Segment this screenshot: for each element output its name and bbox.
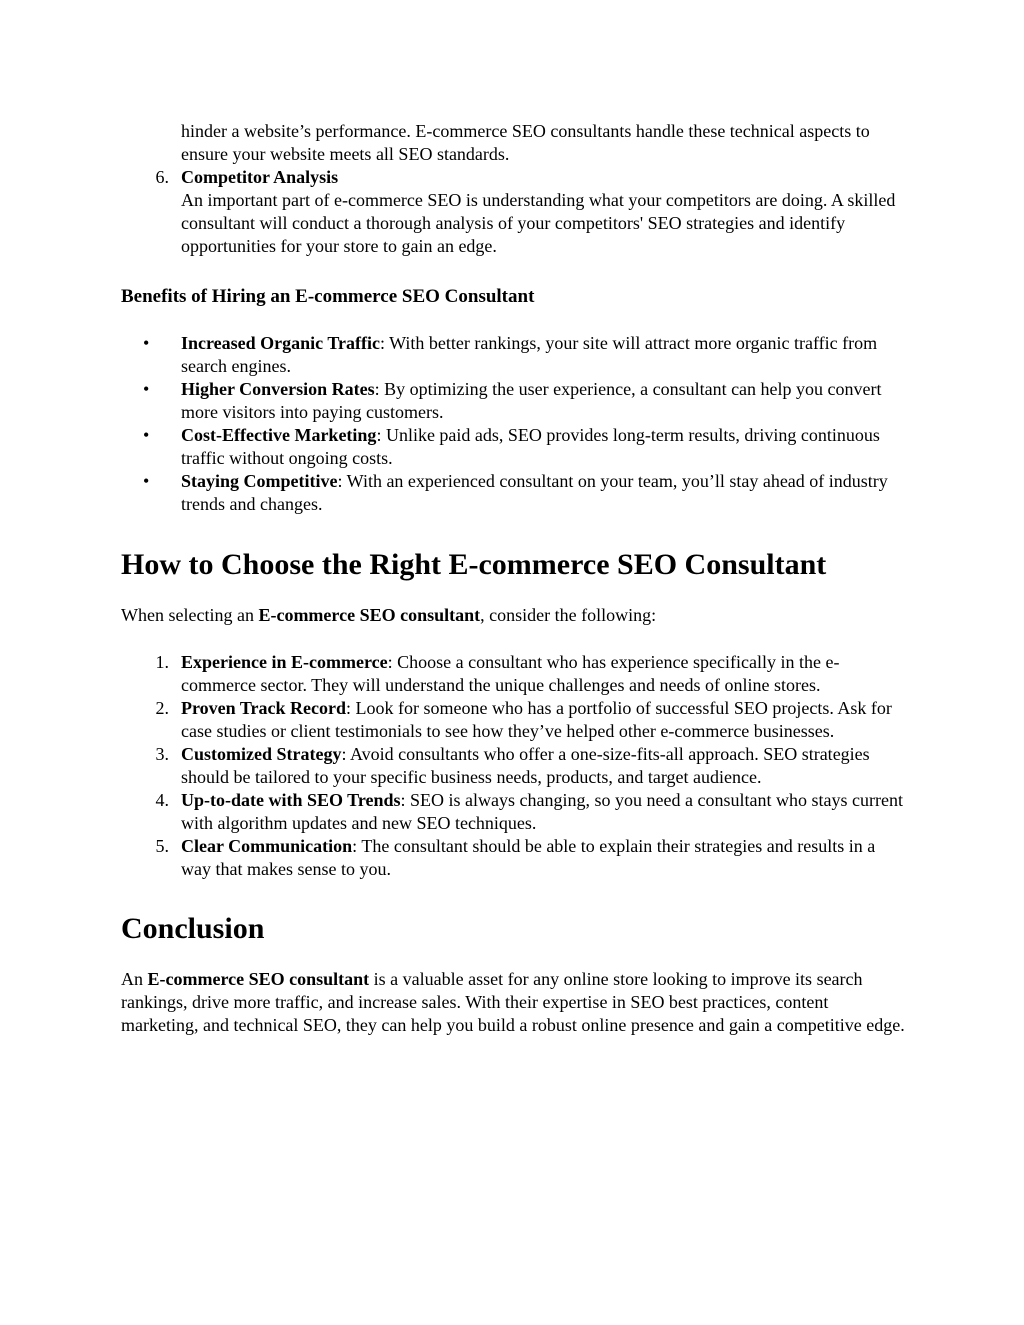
benefits-list — [121, 332, 906, 516]
list-item-text: : The consultant should be able to explain their strategies and results in a way that makes sense to you. — [181, 836, 876, 879]
list-item-title: Up-to-date with SEO Trends — [181, 790, 401, 810]
list-item — [121, 835, 906, 881]
list-number: 4. — [155, 790, 169, 810]
choose-heading: How to Choose the Right E-commerce SEO Consultant — [121, 548, 827, 581]
list-item — [121, 470, 906, 516]
list-item-title: Increased Organic Traffic — [181, 333, 380, 353]
conclusion-bold: E-commerce SEO consultant — [147, 969, 370, 989]
list-item — [121, 332, 906, 378]
list-item-text: : With better rankings, your site will attract more organic traffic from search engines. — [181, 333, 878, 376]
list-item-text: : By optimizing the user experience, a consultant can help you convert more visitors into paying customers. — [181, 379, 882, 422]
conclusion-pre: An — [121, 969, 148, 989]
list-number: 1. — [155, 652, 169, 672]
list-item-title: Higher Conversion Rates — [181, 379, 375, 399]
list-item-title: Clear Communication — [181, 836, 353, 856]
conclusion-post: is a valuable asset for any online store looking to improve its search rankings, drive more traffic, and increase sales. With their expertise in SEO best practices, content marketing, and technical SEO, they can help you build a robust online presence and gain a competitive edge. — [121, 969, 905, 1035]
choose-intro-bold: E-commerce SEO consultant — [258, 605, 481, 625]
list-item-text: : Choose a consultant who has experience specifically in the e-commerce sector. They will understand the unique challenges and needs of online stores. — [181, 652, 840, 695]
list-item-text: : Look for someone who has a portfolio of successful SEO projects. Ask for case studies or client testimonials to see how they’ve helped other e-commerce businesses. — [181, 698, 892, 741]
list-item-title: Proven Track Record — [181, 698, 346, 718]
list-item — [121, 789, 906, 835]
list-number: 6. — [155, 167, 169, 187]
technical-list-continuation — [121, 120, 906, 258]
bullet: • — [143, 471, 150, 491]
list-item — [121, 743, 906, 789]
list-item — [121, 697, 906, 743]
list-item-text: : SEO is always changing, so you need a consultant who stays current with algorithm updates and new SEO techniques. — [181, 790, 903, 833]
list-item-title: Competitor Analysis — [181, 167, 339, 187]
continuation-text: hinder a website’s performance. E-commerce SEO consultants handle these technical aspects to ensure your website meets all SEO standards. — [181, 121, 870, 164]
list-item — [121, 424, 906, 470]
list-item — [121, 378, 906, 424]
choose-intro-pre: When selecting an — [121, 605, 259, 625]
choose-list — [121, 651, 906, 881]
conclusion-heading: Conclusion — [121, 912, 265, 945]
list-item-title: Customized Strategy — [181, 744, 342, 764]
list-item-body: An important part of e-commerce SEO is understanding what your competitors are doing. A skilled consultant will conduct a thorough analysis of your competitors' SEO strategies and identify opportunities for your store to gain an edge. — [181, 190, 896, 256]
list-item-title: Experience in E-commerce — [181, 652, 388, 672]
document-page — [121, 120, 906, 1037]
bullet: • — [143, 333, 150, 353]
list-item-competitor-analysis — [121, 166, 906, 258]
list-item-text: : With an experienced consultant on your team, you’ll stay ahead of industry trends and changes. — [181, 471, 888, 514]
list-item-text: : Unlike paid ads, SEO provides long-term results, driving continuous traffic without ongoing costs. — [181, 425, 880, 468]
conclusion-paragraph — [121, 968, 906, 1037]
bullet: • — [143, 425, 150, 445]
list-item-text: : Avoid consultants who offer a one-size-fits-all approach. SEO strategies should be tailored to your specific business needs, products, and target audience. — [181, 744, 870, 787]
list-item-continuation — [121, 120, 906, 166]
list-number: 3. — [155, 744, 169, 764]
benefits-heading: Benefits of Hiring an E-commerce SEO Consultant — [121, 286, 535, 307]
choose-intro — [121, 604, 906, 627]
list-item — [121, 651, 906, 697]
bullet: • — [143, 379, 150, 399]
choose-intro-post: , consider the following: — [480, 605, 657, 625]
list-item-title: Staying Competitive — [181, 471, 338, 491]
list-number: 2. — [155, 698, 169, 718]
list-number: 5. — [155, 836, 169, 856]
list-item-title: Cost-Effective Marketing — [181, 425, 377, 445]
